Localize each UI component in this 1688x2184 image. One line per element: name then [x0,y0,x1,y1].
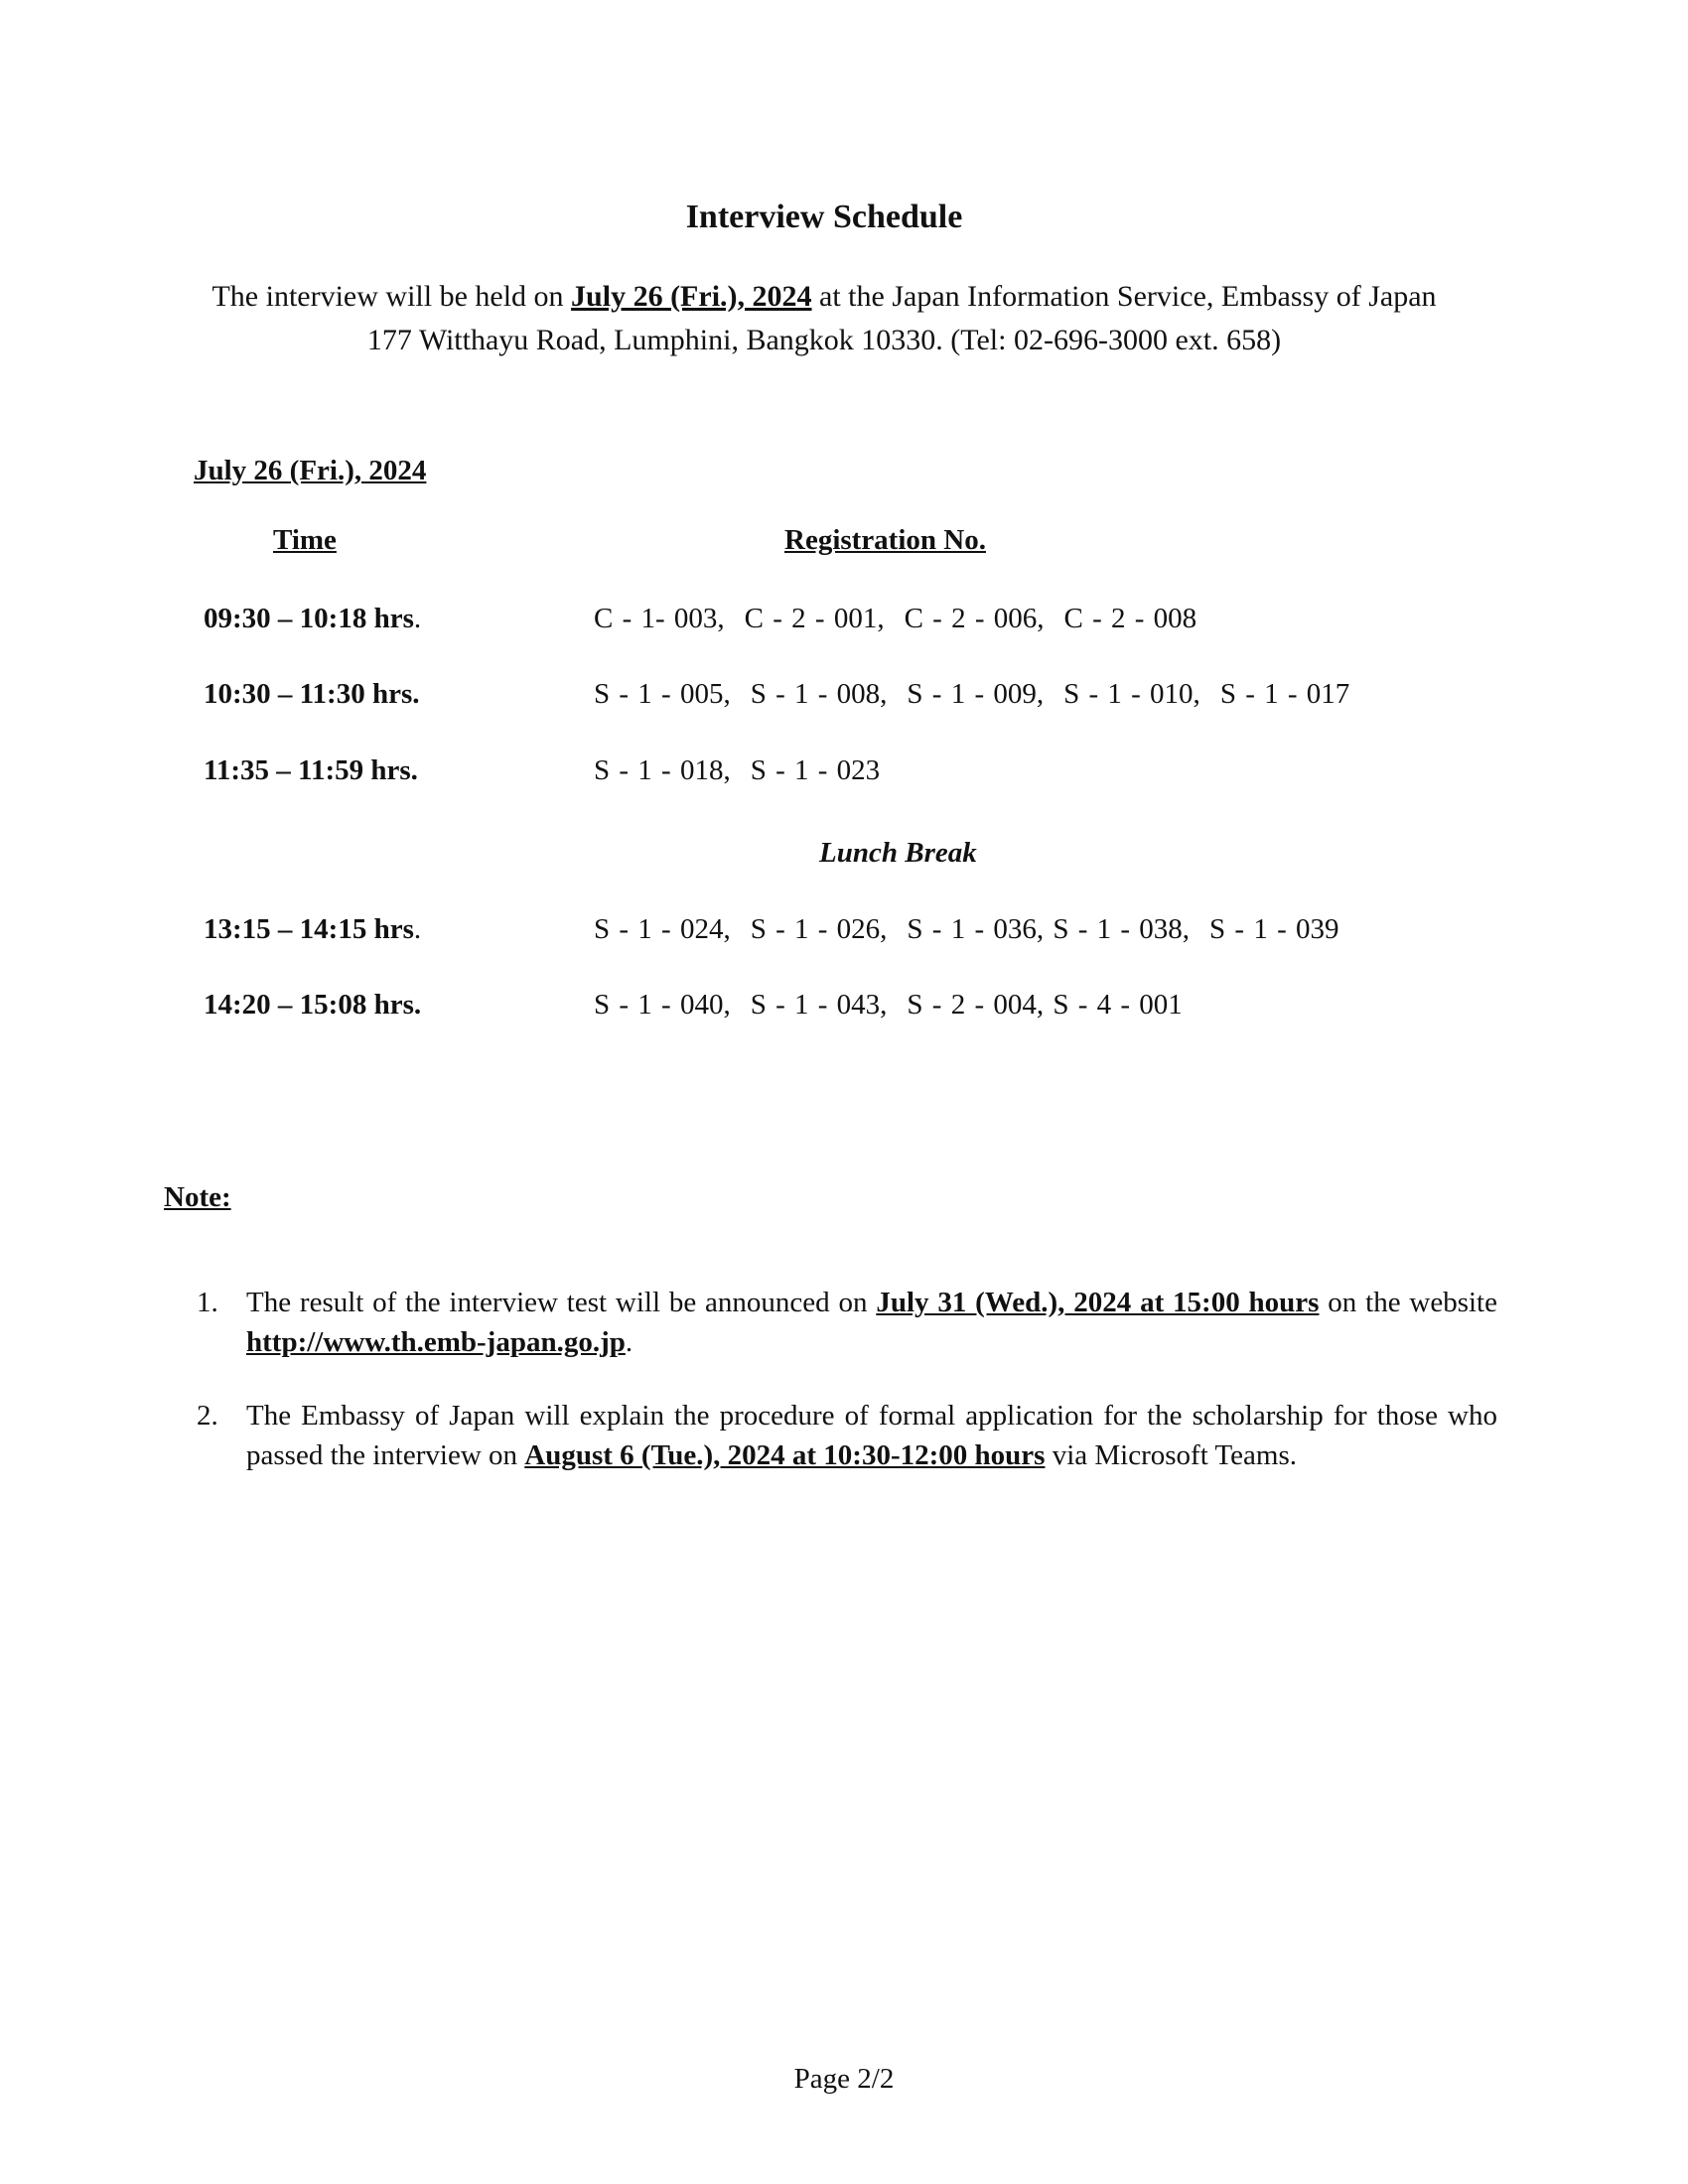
page-number: Page 2/2 [793,2063,895,2095]
registration-no: S - 1 - 024, [594,913,731,945]
note-text-part: via Microsoft Teams. [1045,1439,1298,1471]
slot-registrations [594,989,1202,1022]
slot-time [204,913,421,946]
registration-no: S - 1 - 023 [750,754,881,786]
lunch-break-label: Lunch Break [819,837,977,869]
registration-no: S - 1 - 018, [594,754,731,786]
note-text-part: on the website [1319,1287,1497,1318]
registration-no: S - 1 - 036, S - 1 - 038, [907,913,1191,945]
slot-time-main: 13:15 – 14:15 hrs [204,913,414,945]
note-text-part: The Embassy of Japan will explain the procedure of formal application for the scholarship for those who passed the interview on [246,1400,1497,1471]
schedule-date-heading: July 26 (Fri.), 2024 [194,455,427,486]
note-number: 1. [197,1287,218,1318]
slot-registrations [594,754,900,787]
slot-registrations [594,913,1359,946]
slot-time [204,754,418,787]
note-number: 2. [197,1400,218,1432]
briefing-date: August 6 (Tue.), 2024 at 10:30-12:00 hours [524,1439,1046,1471]
slot-time-main: 10:30 – 11:30 hrs. [204,678,420,710]
registration-no: C - 2 - 001, [744,603,885,634]
registration-no: S - 1 - 039 [1209,913,1339,945]
registration-no: S - 1 - 008, [750,678,888,710]
slot-time-tail: . [413,603,422,634]
column-header-time: Time [273,524,337,556]
registration-no: S - 1 - 010, [1063,678,1200,710]
registration-no: S - 1 - 009, [907,678,1045,710]
registration-no: S - 1 - 005, [594,678,731,710]
intro-suffix: at the Japan Information Service, Embassy of Japan [811,280,1437,313]
registration-no: S - 1 - 017 [1219,678,1350,710]
registration-no: C - 1- 003, [594,603,725,634]
registration-no: C - 2 - 008 [1063,603,1197,634]
slot-time [204,603,421,635]
registration-no: S - 2 - 004, S - 4 - 001 [907,989,1183,1021]
slot-time-main: 11:35 – 11:59 hrs. [204,754,418,786]
registration-no: S - 1 - 040, [594,989,731,1021]
column-header-registration: Registration No. [784,524,986,556]
slot-time-main: 14:20 – 15:08 hrs. [204,989,422,1021]
slot-time [204,678,420,711]
intro-prefix: The interview will be held on [211,280,572,313]
note-item [197,1396,1497,1475]
note-text-part: . [625,1326,633,1358]
page-title: Interview Schedule [685,199,963,235]
registration-no: S - 1 - 026, [750,913,888,945]
slot-time-main: 09:30 – 10:18 hrs [204,603,414,634]
interview-date: July 26 (Fri.), 2024 [571,280,812,313]
note-text-part: The result of the interview test will be announced on [246,1287,877,1318]
registration-no: C - 2 - 006, [904,603,1045,634]
note-text [246,1283,1497,1362]
intro-line-1 [0,280,1648,314]
slot-registrations [594,603,1216,635]
note-text [246,1396,1497,1475]
result-announcement-date: July 31 (Wed.), 2024 at 15:00 hours [876,1287,1320,1318]
registration-no: S - 1 - 043, [750,989,888,1021]
slot-time-tail: . [413,913,422,945]
slot-registrations [594,678,1369,711]
intro-line-2: 177 Witthayu Road, Lumphini, Bangkok 10330. (Tel: 02-696-3000 ext. 658) [366,324,1282,356]
slot-time [204,989,421,1022]
note-heading: Note: [164,1181,231,1213]
note-item [197,1283,1497,1362]
website-link[interactable]: http://www.th.emb-japan.go.jp [246,1326,626,1358]
